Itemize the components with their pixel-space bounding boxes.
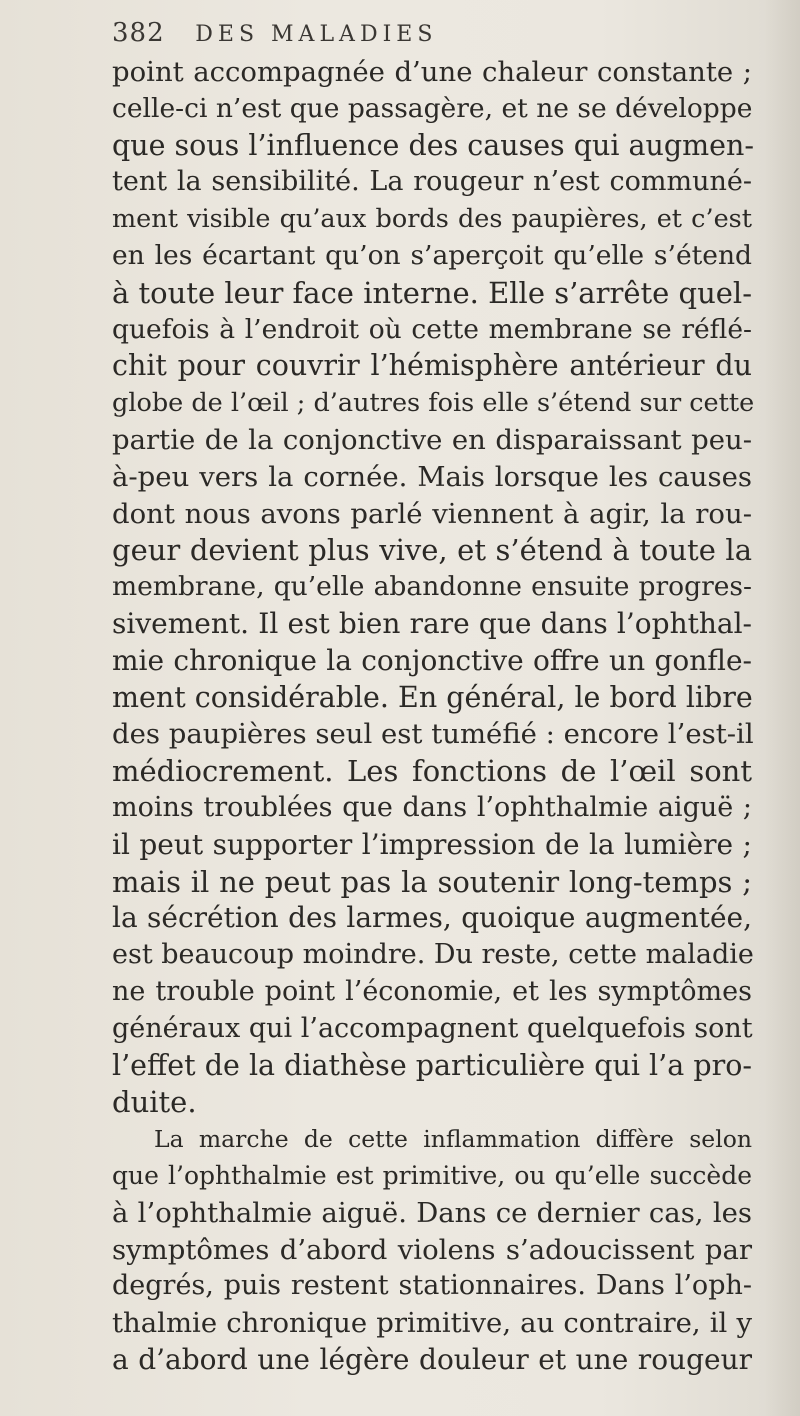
text-line: à toute leur face interne. Elle s’arrête quel- [112, 275, 752, 310]
text-line: tent la sensibilité. La rougeur n’est communé- [112, 166, 752, 198]
text-line: des paupières seul est tuméfié : encore l’est-il [112, 718, 754, 751]
text-line: à-peu vers la cornée. Mais lorsque les causes [112, 460, 752, 493]
text-line: que sous l’influence des causes qui augmen- [112, 128, 754, 162]
text-line: la sécrétion des larmes, quoique augmentée, [112, 901, 752, 935]
text-line: médiocrement. Les fonctions de l’œil sont [112, 754, 752, 789]
text-line: La marche de cette inflammation diffère selon [154, 1125, 752, 1154]
text-line: généraux qui l’accompagnent quelquefois sont [112, 1012, 753, 1044]
text-line: a d’abord une légère douleur et une rougeur [112, 1342, 752, 1376]
text-line: l’effet de la diathèse particulière qui l’a pro- [112, 1048, 752, 1082]
text-line: il peut supporter l’impression de la lumière ; [112, 827, 752, 861]
text-line: membrane, qu’elle abandonne ensuite progres- [112, 571, 752, 603]
text-line: quefois à l’endroit où cette membrane se réflé- [112, 313, 752, 345]
text-line: à l’ophthalmie aiguë. Dans ce dernier cas, les [112, 1196, 752, 1229]
text-line: degrés, puis restent stationnaires. Dans l’oph- [112, 1270, 752, 1302]
text-body [112, 54, 755, 1379]
text-line: symptômes d’abord violens s’adoucissent par [112, 1233, 752, 1266]
text-line: mie chronique la conjonctive offre un gonfle- [112, 643, 752, 677]
text-line: duite. [112, 1085, 197, 1120]
text-line: geur devient plus vive, et s’étend à toute la [112, 533, 752, 568]
text-line: ment considérable. En général, le bord libre [112, 680, 753, 714]
text-line: est beaucoup moindre. Du reste, cette maladie [112, 939, 754, 971]
text-line: partie de la conjonctive en disparaissant peu- [112, 423, 752, 456]
text-line: ment visible qu’aux bords des paupières, et c’est [112, 204, 752, 235]
text-line: ne trouble point l’économie, et les symptômes [112, 975, 752, 1007]
paragraph-2 [112, 1121, 752, 1379]
text-line: sivement. Il est bien rare que dans l’ophthal- [112, 606, 752, 640]
page-edge-shadow [764, 0, 800, 1416]
text-line: point accompagnée d’une chaleur constante ; [112, 56, 752, 88]
text-line: celle-ci n’est que passagère, et ne se développe [112, 92, 753, 124]
text-line: que l’ophthalmie est primitive, ou qu’elle succède [112, 1160, 752, 1190]
text-line: chit pour couvrir l’hémisphère antérieur du [112, 349, 752, 383]
text-line: dont nous avons parlé viennent à agir, la rou- [112, 497, 752, 530]
page-number: 382 [112, 18, 165, 48]
text-line: moins troublées que dans l’ophthalmie aiguë ; [112, 791, 752, 823]
text-line: en les écartant qu’on s’aperçoit qu’elle s’étend [112, 239, 752, 271]
running-head: DES MALADIES [195, 22, 438, 47]
paragraph-1 [112, 54, 755, 1121]
text-line: thalmie chronique primitive, au contraire, il y [112, 1307, 752, 1340]
text-line: mais il ne peut pas la soutenir long-temps ; [112, 864, 752, 899]
page-header [112, 18, 732, 58]
text-line: globe de l’œil ; d’autres fois elle s’étend sur cette [112, 388, 755, 419]
